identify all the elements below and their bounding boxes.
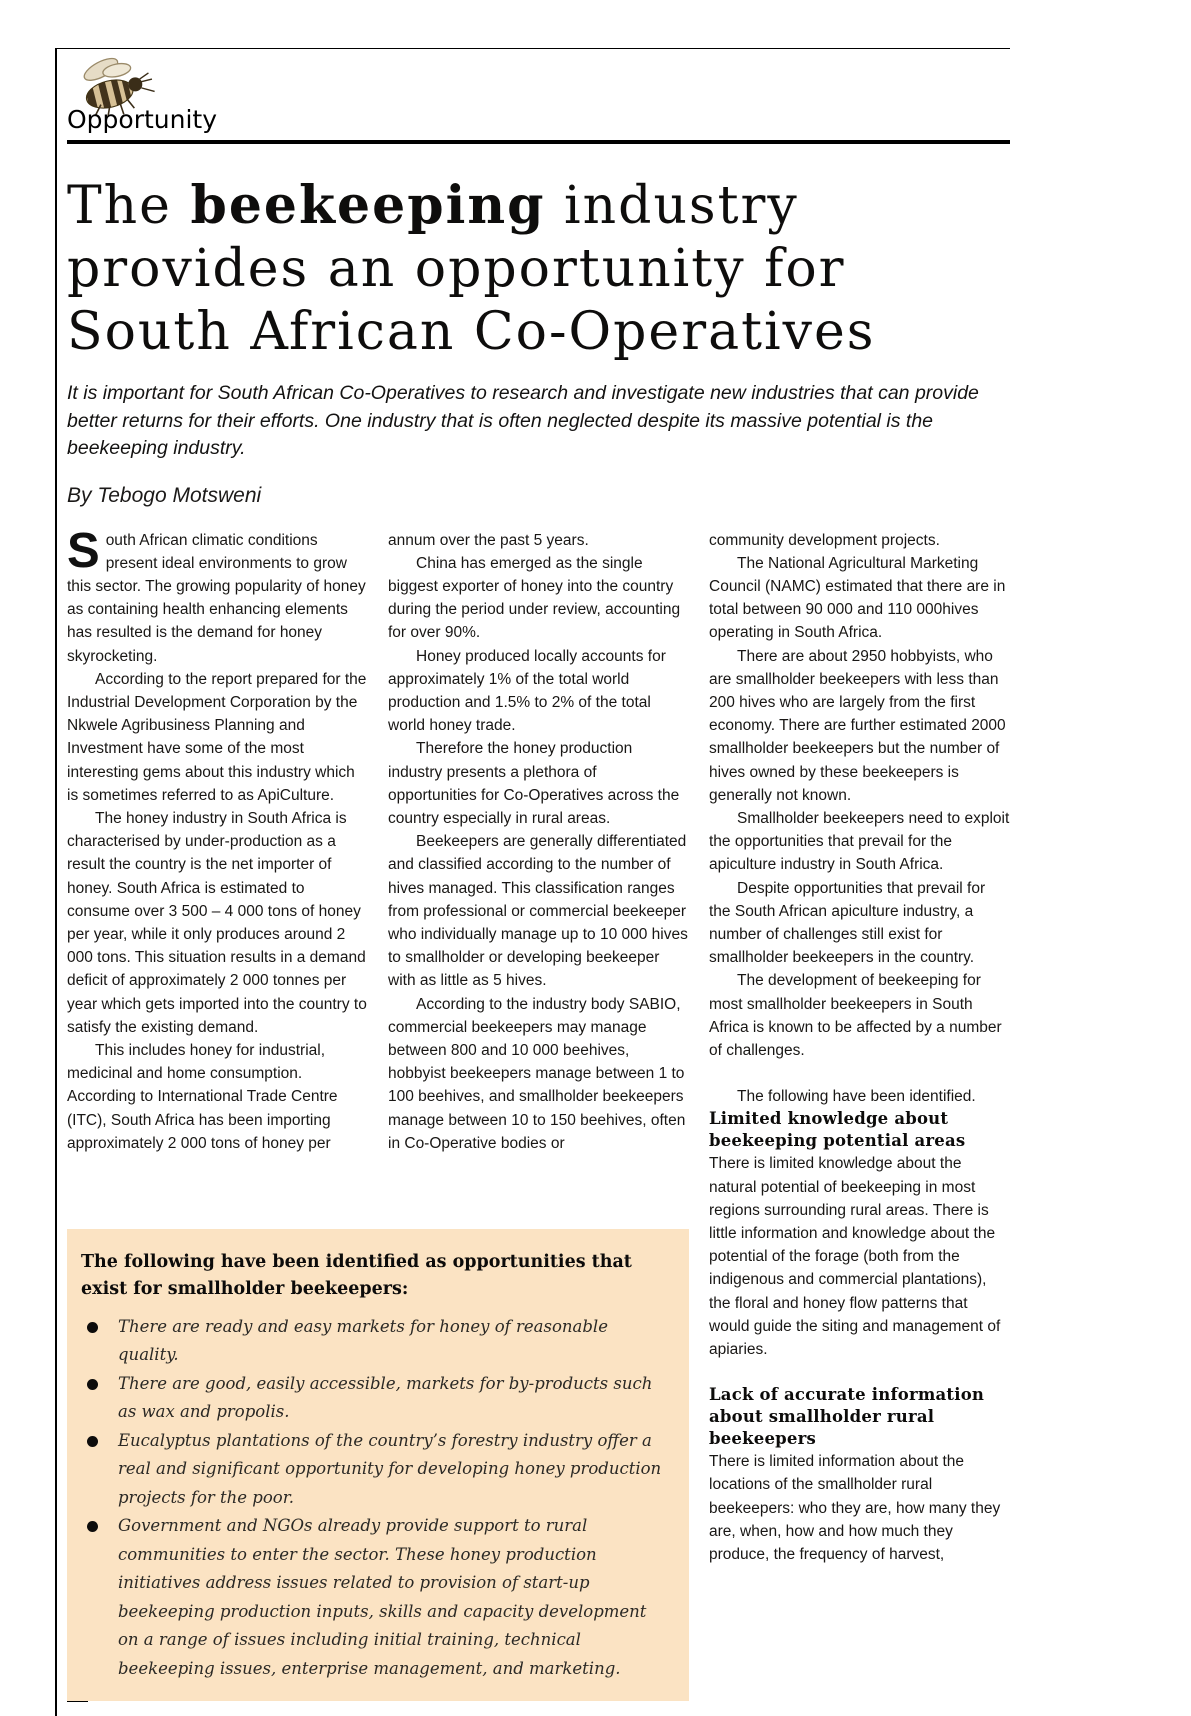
article-title	[67, 174, 1010, 364]
bullet-icon	[87, 1379, 98, 1390]
paragraph: According to the industry body SABIO, commercial beekeepers may manage between 800 and 10 000 beehives, hobbyist beekeepers manage between 1 to 100 beehives, and smallholder beekeepers manage between 10 to 150 beehives, often in Co-Operative bodies or	[388, 995, 686, 1152]
title-line-2: provides an opportunity for	[67, 239, 846, 299]
title-line1-pre: The	[67, 176, 191, 236]
paragraph: According to the report prepared for the Industrial Development Corporation by the Nkwele Agribusiness Planning and Investment have some of the most interesting gems about this industry which is sometimes referred to as ApiCulture.	[67, 670, 367, 804]
list-item	[81, 1313, 671, 1370]
drop-cap: S	[67, 523, 100, 578]
paragraph: community development projects.	[709, 531, 940, 549]
paragraph: There is limited knowledge about the natural potential of beekeeping in most regions surrounding rural areas. There is little information and knowledge about the potential of the forage (both from the indigenous and commercial plantations), the floral and honey flow patterns that would guide the siting and management of apiaries.	[709, 1155, 1001, 1358]
list-item-text: Government and NGOs already provide support to rural communities to enter the sector. These honey production initiatives address issues related to provision of start-up beekeeping production inputs, skills and capacity development on a range of issues including initial training, technical beekeeping issues, enterprise management, and marketing.	[118, 1516, 647, 1678]
paragraph: Smallholder beekeepers need to exploit the opportunities that prevail for the apiculture industry in South Africa.	[709, 809, 1010, 874]
section-rule	[67, 140, 1010, 144]
opportunities-box-heading: The following have been identified as opportunities that exist for smallholder beekeepers:	[81, 1251, 632, 1299]
paragraph-text: outh African climatic conditions present ideal environments to grow this sector. The growing popularity of honey as containing health enhancing elements has resulted is the demand for honey skyrocketing.	[67, 531, 366, 665]
list-item	[81, 1370, 671, 1427]
paragraph: The honey industry in South Africa is characterised by under-production as a result the country is the net importer of honey. South Africa is estimated to consume over 3 500 – 4 000 tons of honey per year, while it only produces around 2 000 tons. This situation results in a demand deficit of approximately 2 000 tonnes per year which gets imported into the country to satisfy the existing demand.	[67, 809, 367, 1036]
opportunities-box	[67, 1229, 689, 1702]
section-heading-lack-of-information: Lack of accurate information about smallholder rural beekeepers	[709, 1385, 985, 1449]
standfirst: It is important for South African Co-Operatives to research and investigate new industries that can provide better returns for their efforts. One industry that is often neglected despite its massive potential is the beekeeping industry.	[67, 382, 979, 459]
list-item-text: There are good, easily accessible, markets for by-products such as wax and propolis.	[118, 1373, 653, 1421]
paragraph: The following have been identified.	[737, 1088, 976, 1106]
paragraph: annum over the past 5 years.	[388, 531, 589, 549]
column-3	[709, 529, 1010, 1647]
bullet-icon	[87, 1436, 98, 1447]
kicker-block	[67, 49, 1010, 144]
paragraph	[67, 523, 368, 668]
list-item-text: There are ready and easy markets for honey of reasonable quality.	[118, 1316, 608, 1364]
section-heading-limited-knowledge: Limited knowledge about beekeeping potential areas	[709, 1109, 966, 1151]
paragraph: China has emerged as the single biggest exporter of honey into the country during the period under review, accounting for over 90%.	[388, 554, 681, 642]
paragraph: There is limited information about the locations of the smallholder rural beekeepers: who they are, how many they are, when, how and how much they produce, the frequency of harvest,	[709, 1453, 1001, 1564]
list-item	[81, 1427, 671, 1513]
paragraph: Therefore the honey production industry presents a plethora of opportunities for Co-Operatives across the country especially in rural areas.	[388, 740, 680, 827]
article-content	[55, 48, 1010, 1716]
article-body	[67, 523, 1010, 1678]
title-line-3: South African Co-Operatives	[67, 302, 876, 362]
list-item-text: Eucalyptus plantations of the country’s forestry industry offer a real and significant opportunity for developing honey production projects for the poor.	[118, 1430, 662, 1507]
kicker-label: Opportunity	[67, 105, 218, 134]
paragraph: This includes honey for industrial, medicinal and home consumption. According to International Trade Centre (ITC), South Africa has been importing approximately 2 000 tons of honey per	[67, 1041, 338, 1152]
paragraph: The development of beekeeping for most smallholder beekeepers in South Africa is known to be affected by a number of challenges.	[709, 972, 1002, 1059]
list-item	[81, 1512, 671, 1683]
bullet-icon	[87, 1521, 98, 1532]
paragraph: There are about 2950 hobbyists, who are smallholder beekeepers with less than 200 hives who are largely from the first economy. There are further estimated 2000 smallholder beekeepers but the number of hives owned by these beekeepers is generally not known.	[709, 647, 1006, 804]
title-line1-post: industry	[545, 176, 799, 236]
paragraph: Beekeepers are generally differentiated and classified according to the number of hives managed. This classification ranges from professional or commercial beekeeper who individually manage up to 10 000 hives to smallholder or developing beekeeper with as little as 5 hives.	[388, 833, 688, 990]
title-line1-bold: beekeeping	[190, 175, 546, 236]
byline: By Tebogo Motsweni	[67, 483, 262, 507]
bullet-icon	[87, 1322, 98, 1333]
opportunities-list	[81, 1313, 671, 1684]
title-line-1	[67, 174, 1010, 238]
paragraph: Despite opportunities that prevail for the South African apiculture industry, a number of challenges still exist for smallholder beekeepers in the country.	[709, 879, 986, 967]
paragraph: Honey produced locally accounts for approximately 1% of the total world production and 1.5% to 2% of the total world honey trade.	[388, 647, 666, 735]
paragraph: The National Agricultural Marketing Council (NAMC) estimated that there are in total between 90 000 and 110 000hives operating in South Africa.	[709, 554, 1006, 642]
